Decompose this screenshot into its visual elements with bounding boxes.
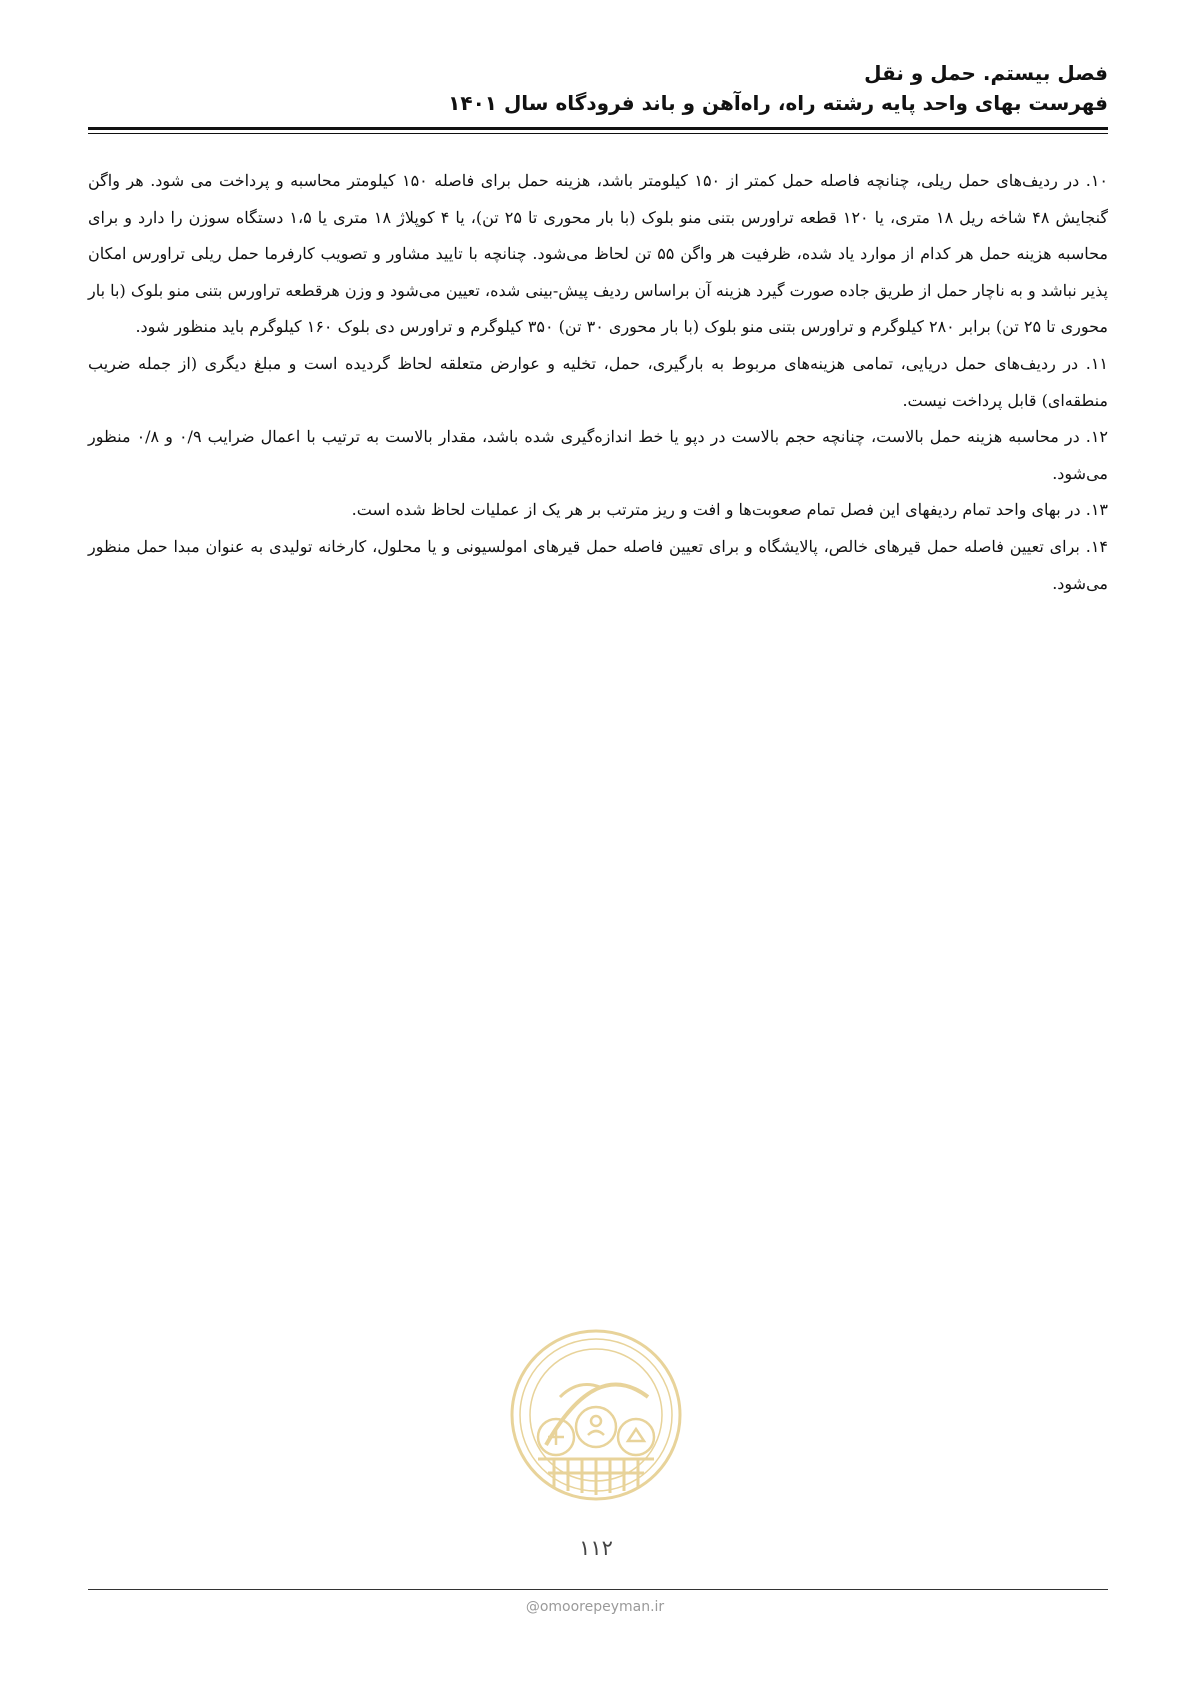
page-header <box>88 58 1108 118</box>
catalog-title: فهرست بهای واحد پایه رشته راه، راه‌آهن و باند فرودگاه سال ۱۴۰۱ <box>448 91 1108 115</box>
page-number: ۱۱۲ <box>579 1536 613 1560</box>
footer-rule <box>88 1589 1108 1590</box>
site-watermark: @omoorepeyman.ir <box>525 1599 665 1615</box>
body-text <box>88 163 1108 602</box>
header-rule-thick <box>88 127 1108 130</box>
paragraph-11: ۱۱. در ردیف‌های حمل دریایی، تمامی هزینه‌های مربوط به بارگیری، حمل، تخلیه و عوارض متعلقه لحاظ گردیده است و مبلغ دیگری (از جمله ضریب منطقه‌ای) قابل پرداخت نیست. <box>88 353 1108 410</box>
paragraph-12: ۱۲. در محاسبه هزینه حمل بالاست، چنانچه حجم بالاست در دپو یا خط اندازه‌گیری شده باشد، مقدار بالاست به ترتیب با اعمال ضرایب ۰/۹ و ۰/۸ منظور می‌شود. <box>88 427 1109 483</box>
paragraph-10: ۱۰. در ردیف‌های حمل ریلی، چنانچه فاصله حمل کمتر از ۱۵۰ کیلومتر باشد، هزینه حمل برای فاصله ۱۵۰ کیلومتر محاسبه و پرداخت می شود. هر واگن گنجایش ۴۸ شاخه ریل ۱۸ متری، یا ۱۲۰ قطعه تراورس بتنی منو بلوک (با بار محوری تا ۲۵ تن)، یا ۴ کوپلاژ ۱۸ متری یا ۱،۵ دستگاه سوزن را دارد و برای محاسبه هزینه حمل هر کدام از موارد یاد شده، ظرفیت هر واگن ۵۵ تن لحاظ می‌شود. چنانچه با تایید مشاور و تصویب کارفرما حمل ریلی تراورس امکان پذیر نباشد و به ناچار حمل از طریق جاده صورت گیرد هزینه آن براساس ردیف پیش-بینی شده، تعیین می‌شود و وزن هرقطعه تراورس بتنی منو بلوک (با بار محوری تا ۲۵ تن) برابر ۲۸۰ کیلوگرم و تراورس بتنی منو بلوک (با بار محوری ۳۰ تن) ۳۵۰ کیلوگرم و تراورس دی بلوک ۱۶۰ کیلوگرم باید منظور شود. <box>88 171 1109 337</box>
watermark-seal <box>508 1327 684 1503</box>
chapter-title: فصل بیستم. حمل و نقل <box>864 61 1108 85</box>
seal-icon <box>508 1327 684 1503</box>
header-rule-thin <box>88 133 1108 134</box>
paragraph-14: ۱۴. برای تعیین فاصله حمل قیرهای خالص، پالایشگاه و برای تعیین فاصله حمل قیرهای امولسیونی و یا محلول، کارخانه تولیدی به عنوان مبدا حمل منظور می‌شود. <box>88 536 1108 593</box>
paragraph-13: ۱۳. در بهای واحد تمام ردیفهای این فصل تمام صعوبت‌ها و افت و ریز مترتب بر هر یک از عملیات لحاظ شده است. <box>351 500 1108 520</box>
